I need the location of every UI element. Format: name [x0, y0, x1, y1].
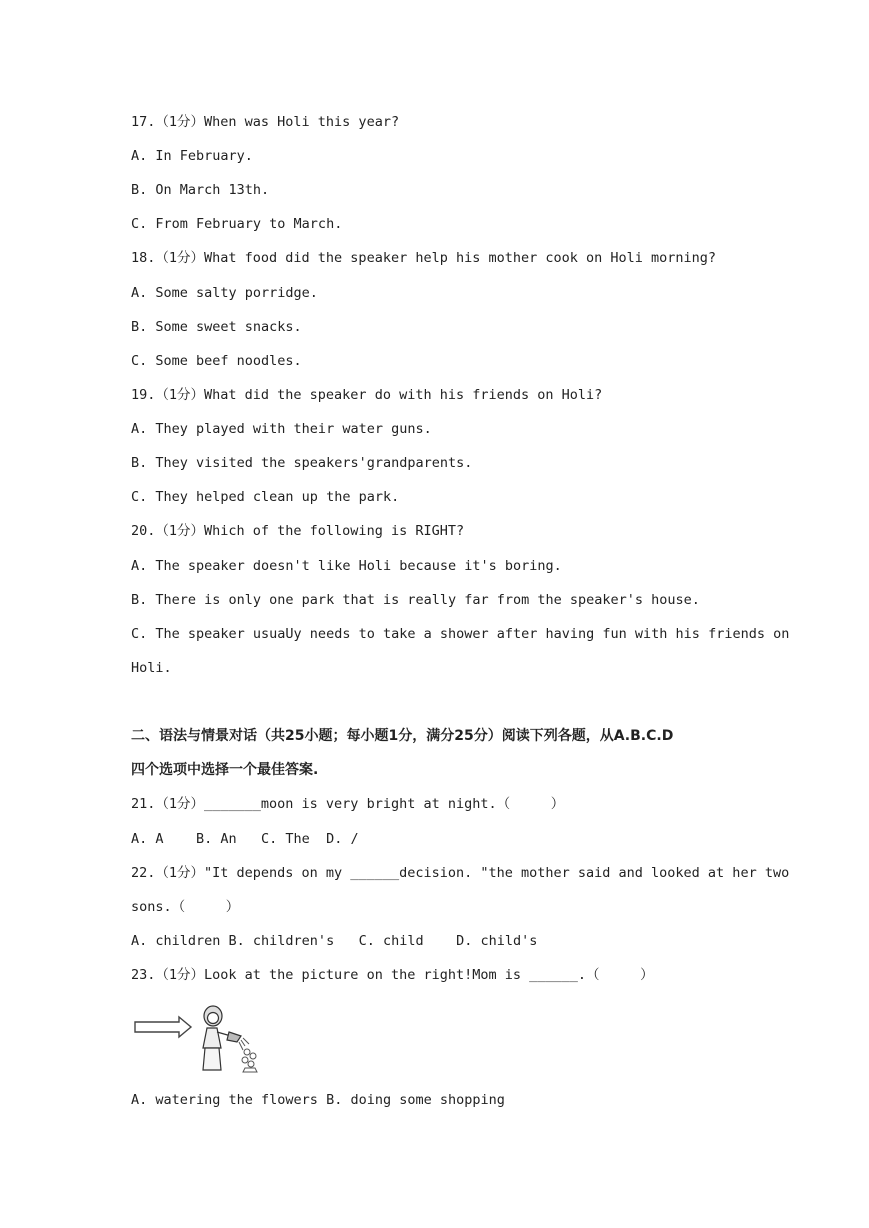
q17-option-a: A. In February. [131, 148, 253, 164]
q17-option-b: B. On March 13th. [131, 182, 270, 198]
q18-option-c: C. Some beef noodles. [131, 353, 302, 369]
arrow-icon [135, 1017, 191, 1037]
q19-option-b: B. They visited the speakers'grandparents. [131, 455, 473, 471]
q22-stem-line1: 22.（1分）"It depends on my ______decision. "the mother said and looked at her two [131, 865, 790, 881]
q18-stem: 18.（1分）What food did the speaker help his mother cook on Holi morning? [131, 250, 717, 266]
q18-option-a: A. Some salty porridge. [131, 285, 318, 301]
q23-options: A. watering the flowers B. doing some shopping [131, 1092, 505, 1108]
q20-option-c-line1: C. The speaker usuaUy needs to take a shower after having fun with his friends on [131, 626, 790, 642]
q20-stem: 20.（1分）Which of the following is RIGHT? [131, 523, 465, 539]
q23-stem: 23.（1分）Look at the picture on the right!Mom is ______.（ ） [131, 967, 654, 983]
woman-figure [203, 1006, 241, 1070]
q22-options: A. children B. children's C. child D. child's [131, 933, 538, 949]
q20-option-c-line2: Holi. [131, 660, 172, 676]
q19-stem: 19.（1分）What did the speaker do with his friends on Holi? [131, 387, 603, 403]
q19-option-c: C. They helped clean up the park. [131, 489, 400, 505]
q20-option-b: B. There is only one park that is really far from the speaker's house. [131, 592, 700, 608]
q21-options: A. A B. An C. The D. / [131, 831, 359, 847]
q17-stem: 17.（1分）When was Holi this year? [131, 114, 400, 130]
mom-watering-flowers-illustration [131, 1002, 263, 1074]
q18-option-b: B. Some sweet snacks. [131, 319, 302, 335]
q20-option-a: A. The speaker doesn't like Holi because it's boring. [131, 558, 562, 574]
q21-stem: 21.（1分）_______moon is very bright at night.（ ） [131, 796, 565, 812]
section2-heading-line1: 二、语法与情景对话（共25小题；每小题1分，满分25分）阅读下列各题，从A.B.C.D [131, 728, 674, 744]
flowers-icon [239, 1038, 257, 1072]
q17-option-c: C. From February to March. [131, 216, 343, 232]
q22-stem-line2: sons.（ ） [131, 899, 240, 915]
section2-heading-line2: 四个选项中选择一个最佳答案. [131, 762, 319, 778]
q19-option-a: A. They played with their water guns. [131, 421, 432, 437]
